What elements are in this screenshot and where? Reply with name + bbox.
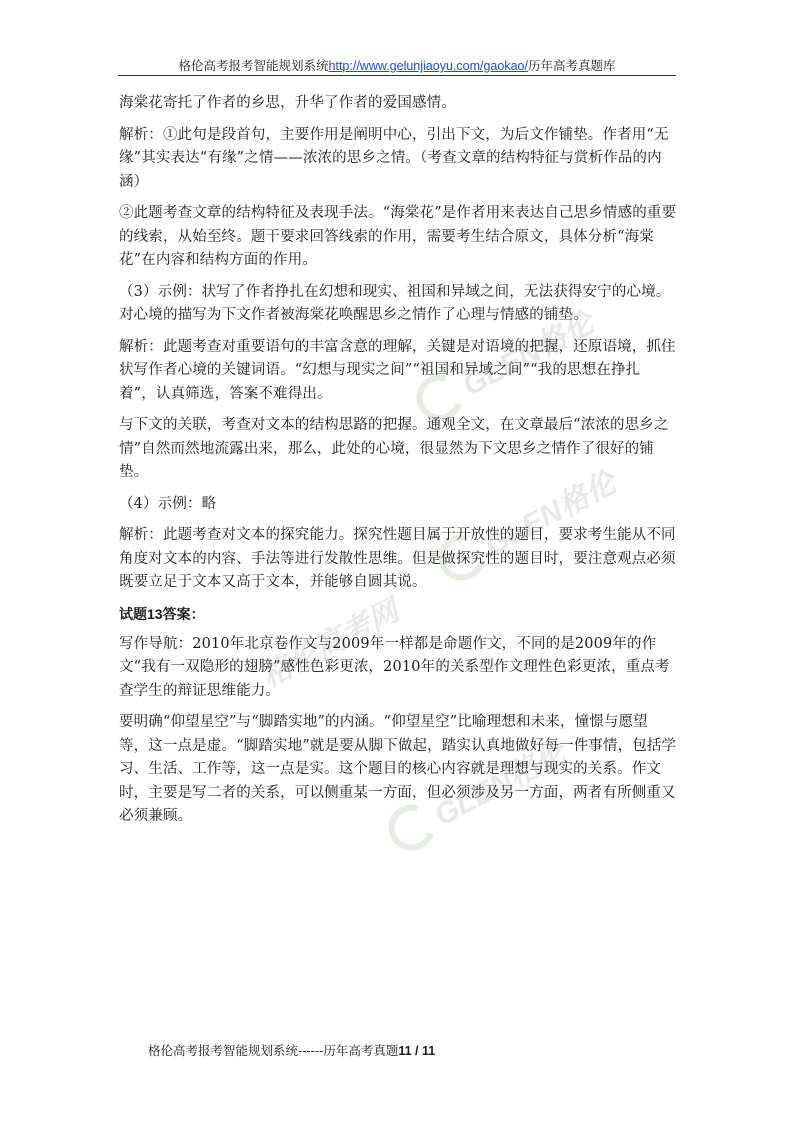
page-footer xyxy=(148,1042,435,1060)
paragraph-10: 要明确“仰望星空”与“脚踏实地”的内涵。“仰望星空”比喻理想和未来，憧憬与愿望等，这一点是虚。“脚踏实地”就是要从脚下做起，踏实认真地做好每一件事情，包括学习、生活、工作等，这一点是实。这个题目的核心内容就是理想与现实的关系。作文时，主要是写二者的关系，可以侧重某一方面，但必须涉及另一方面，两者有所侧重又必须兼顾。 xyxy=(119,714,677,824)
document-body xyxy=(119,92,677,837)
watermark-brand: GLEN格伦 xyxy=(479,466,622,563)
paragraph-6: 与下文的关联，考查对文本的结构思路的把握。通观全文，在文章最后“浓浓的思乡之情”自然而然地流露出来，那么，此处的心境，很显然为下文思乡之情作了很好的铺垫。 xyxy=(119,417,669,480)
paragraph-3: ②此题考查文章的结构特征及表现手法。“海棠花”是作者用来表达自己思乡情感的重要的线索，从始至终。题干要求回答线索的作用，需要考生结合原文，具体分析“海棠花”在内容和结构方面的作用。 xyxy=(119,205,677,268)
paragraph-9: 写作导航：2010年北京卷作文与2009年一样都是命题作文，不同的是2009年的作文“我有一双隐形的翅膀”感性色彩更浓，2010年的关系型作文理性色彩更浓，重点考查学生的辩证思维能力。 xyxy=(119,635,670,699)
header-link[interactable]: http://www.gelunjiaoyu.com/gaokao/ xyxy=(328,59,528,73)
watermark-brand: GLEN格伦 xyxy=(429,736,572,833)
header-suffix: 历年高考真题库 xyxy=(527,58,616,73)
page-number: 11 / 11 xyxy=(398,1044,436,1058)
paragraph-2: 解析：①此句是段首句，主要作用是阐明中心，引出下文，为后文作铺垫。作者用“无缘”其实表达“有缘”之情——浓浓的思乡之情。（考查文章的结构特征与赏析作品的内涵） xyxy=(119,126,669,190)
paragraph-1: 海棠花寄托了作者的乡思，升华了作者的爱国感情。 xyxy=(119,95,456,111)
paragraph-4: （3）示例：状写了作者挣扎在幻想和现实、祖国和异域之间，无法获得安宁的心境。对心境的描写为下文作者被海棠花唤醒思乡之情作了心理与情感的铺垫。 xyxy=(119,283,671,323)
watermark-brand: GLEN格伦 xyxy=(457,306,600,403)
paragraph-5: 解析：此题考查对重要语句的丰富含意的理解，关键是对语境的把握，还原语境，抓住状写作者心境的关键词语。“幻想与现实之间”“祖国和异域之间”“我的思想在挣扎着”，认真筛选，答案不难得出。 xyxy=(119,338,676,402)
watermark-slogan: 格伦高考网 xyxy=(256,594,405,694)
paragraph-7: （4）示例：略 xyxy=(119,495,217,512)
section-heading: 试题13答案： xyxy=(119,605,205,622)
paragraph-8: 解析：此题考查对文本的探究能力。探究性题目属于开放性的题目，要求考生能从不同角度对文本的内容、手法等进行发散性思维。但是做探究性的题目时，要注意观点必须既要立足于文本又高于文本，并能够自圆其说。 xyxy=(119,527,676,590)
footer-text: 格伦高考报考智能规划系统------历年高考真题 xyxy=(148,1043,399,1058)
header-title: 格伦高考报考智能规划系统 xyxy=(178,58,329,73)
page-header xyxy=(118,57,676,76)
